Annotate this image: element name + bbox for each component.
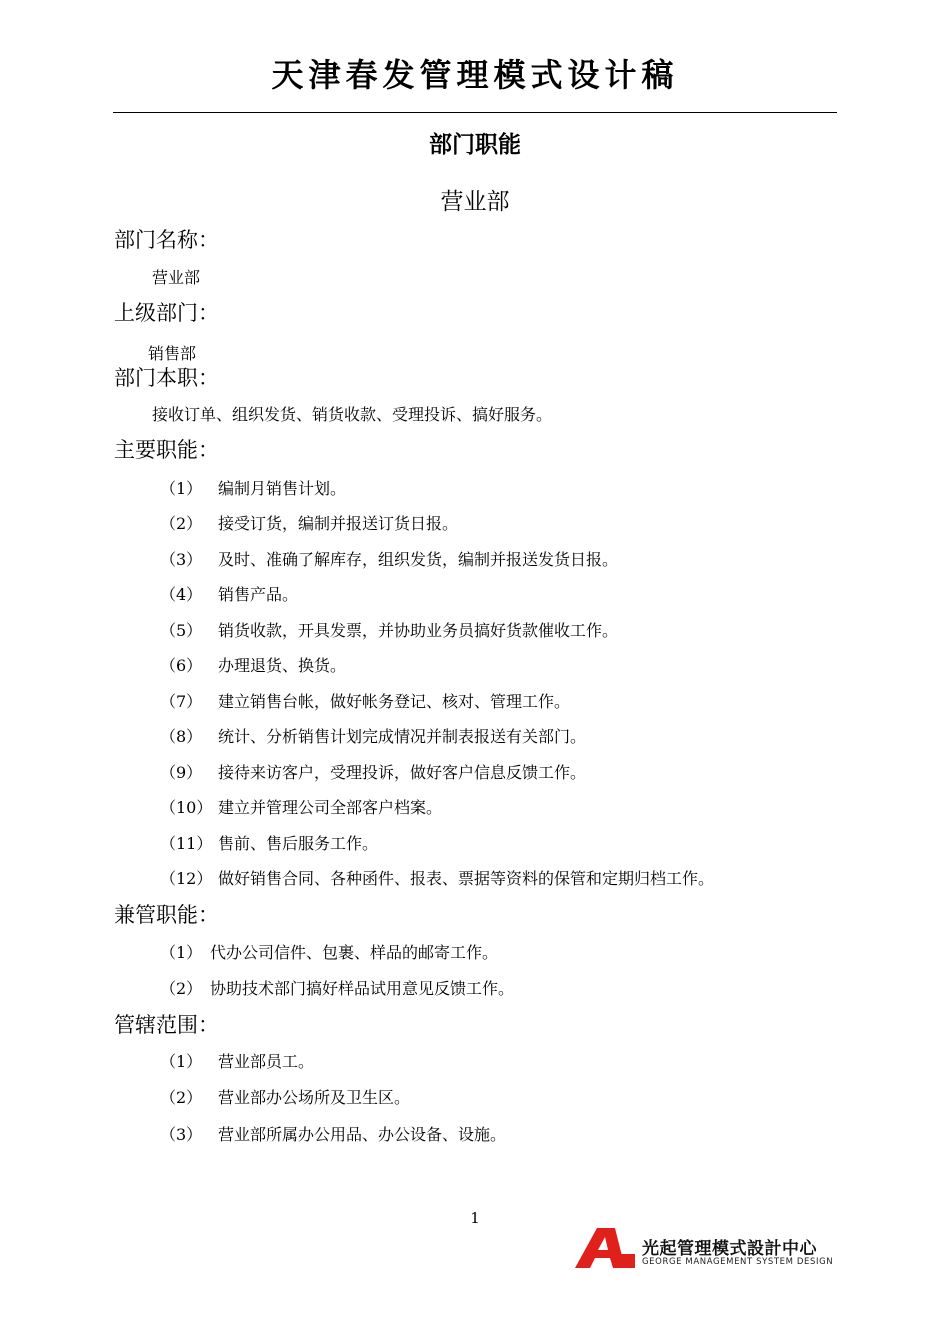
list-item: 建立销售台帐，做好帐务登记、核对、管理工作。 bbox=[218, 692, 571, 711]
list-item: 代办公司信件、包裹、样品的邮寄工作。 bbox=[210, 943, 499, 962]
list-item-number: （5） bbox=[160, 621, 203, 640]
header-rule bbox=[113, 112, 837, 113]
list-item: 及时、准确了解库存，组织发货，编制并报送发货日报。 bbox=[218, 550, 619, 569]
document-title: 天津春发管理模式设计稿 bbox=[271, 56, 679, 94]
list-item: 接受订货，编制并报送订货日报。 bbox=[218, 514, 459, 533]
list-item-number: （2） bbox=[160, 514, 203, 533]
list-item-number: （9） bbox=[160, 763, 203, 782]
list-item: 销货收款，开具发票，并协助业务员搞好货款催收工作。 bbox=[218, 621, 619, 640]
parent-dept-heading: 上级部门： bbox=[114, 301, 219, 325]
list-item: 售前、售后服务工作。 bbox=[218, 834, 379, 853]
list-item: 营业部员工。 bbox=[218, 1052, 315, 1071]
duty-text: 接收订单、组织发货、销货收款、受理投诉、搞好服务。 bbox=[152, 405, 553, 424]
logo-english-text: GEORGE MANAGEMENT SYSTEM DESIGN bbox=[642, 1257, 834, 1267]
department-title: 营业部 bbox=[440, 189, 510, 215]
list-item: 协助技术部门搞好样品试用意见反馈工作。 bbox=[210, 979, 515, 998]
dept-name-heading: 部门名称： bbox=[114, 228, 219, 252]
dept-name-value: 营业部 bbox=[152, 268, 201, 287]
duty-heading: 部门本职： bbox=[114, 366, 219, 390]
list-item-number: （3） bbox=[160, 1125, 203, 1144]
logo-a-icon bbox=[575, 1228, 637, 1268]
list-item-number: （4） bbox=[160, 585, 203, 604]
list-item-number: （11） bbox=[160, 834, 213, 853]
list-item-number: （2） bbox=[160, 1088, 203, 1107]
list-item: 建立并管理公司全部客户档案。 bbox=[218, 798, 443, 817]
list-item-number: （6） bbox=[160, 656, 203, 675]
list-item: 营业部所属办公用品、办公设备、设施。 bbox=[218, 1125, 507, 1144]
section-title: 部门职能 bbox=[429, 132, 521, 158]
list-item-number: （1） bbox=[160, 479, 203, 498]
list-item: 营业部办公场所及卫生区。 bbox=[218, 1088, 411, 1107]
logo-chinese-text: 光起管理模式設計中心 bbox=[642, 1239, 817, 1259]
main-functions-heading: 主要职能： bbox=[114, 438, 219, 462]
list-item-number: （12） bbox=[160, 869, 213, 888]
parent-dept-value: 销售部 bbox=[148, 344, 197, 363]
list-item: 统计、分析销售计划完成情况并制表报送有关部门。 bbox=[218, 727, 587, 746]
list-item: 编制月销售计划。 bbox=[218, 479, 347, 498]
concurrent-functions-heading: 兼管职能： bbox=[114, 903, 219, 927]
jurisdiction-heading: 管辖范围： bbox=[114, 1013, 219, 1037]
list-item-number: （8） bbox=[160, 727, 203, 746]
list-item-number: （10） bbox=[160, 798, 213, 817]
list-item-number: （7） bbox=[160, 692, 203, 711]
list-item: 接待来访客户，受理投诉，做好客户信息反馈工作。 bbox=[218, 763, 587, 782]
list-item: 销售产品。 bbox=[218, 585, 299, 604]
list-item-number: （2） bbox=[160, 979, 203, 998]
list-item-number: （1） bbox=[160, 943, 203, 962]
list-item-number: （1） bbox=[160, 1052, 203, 1071]
list-item: 做好销售合同、各种函件、报表、票据等资料的保管和定期归档工作。 bbox=[218, 869, 715, 888]
page-number: 1 bbox=[470, 1209, 480, 1227]
list-item-number: （3） bbox=[160, 550, 203, 569]
list-item: 办理退货、换货。 bbox=[218, 656, 347, 675]
